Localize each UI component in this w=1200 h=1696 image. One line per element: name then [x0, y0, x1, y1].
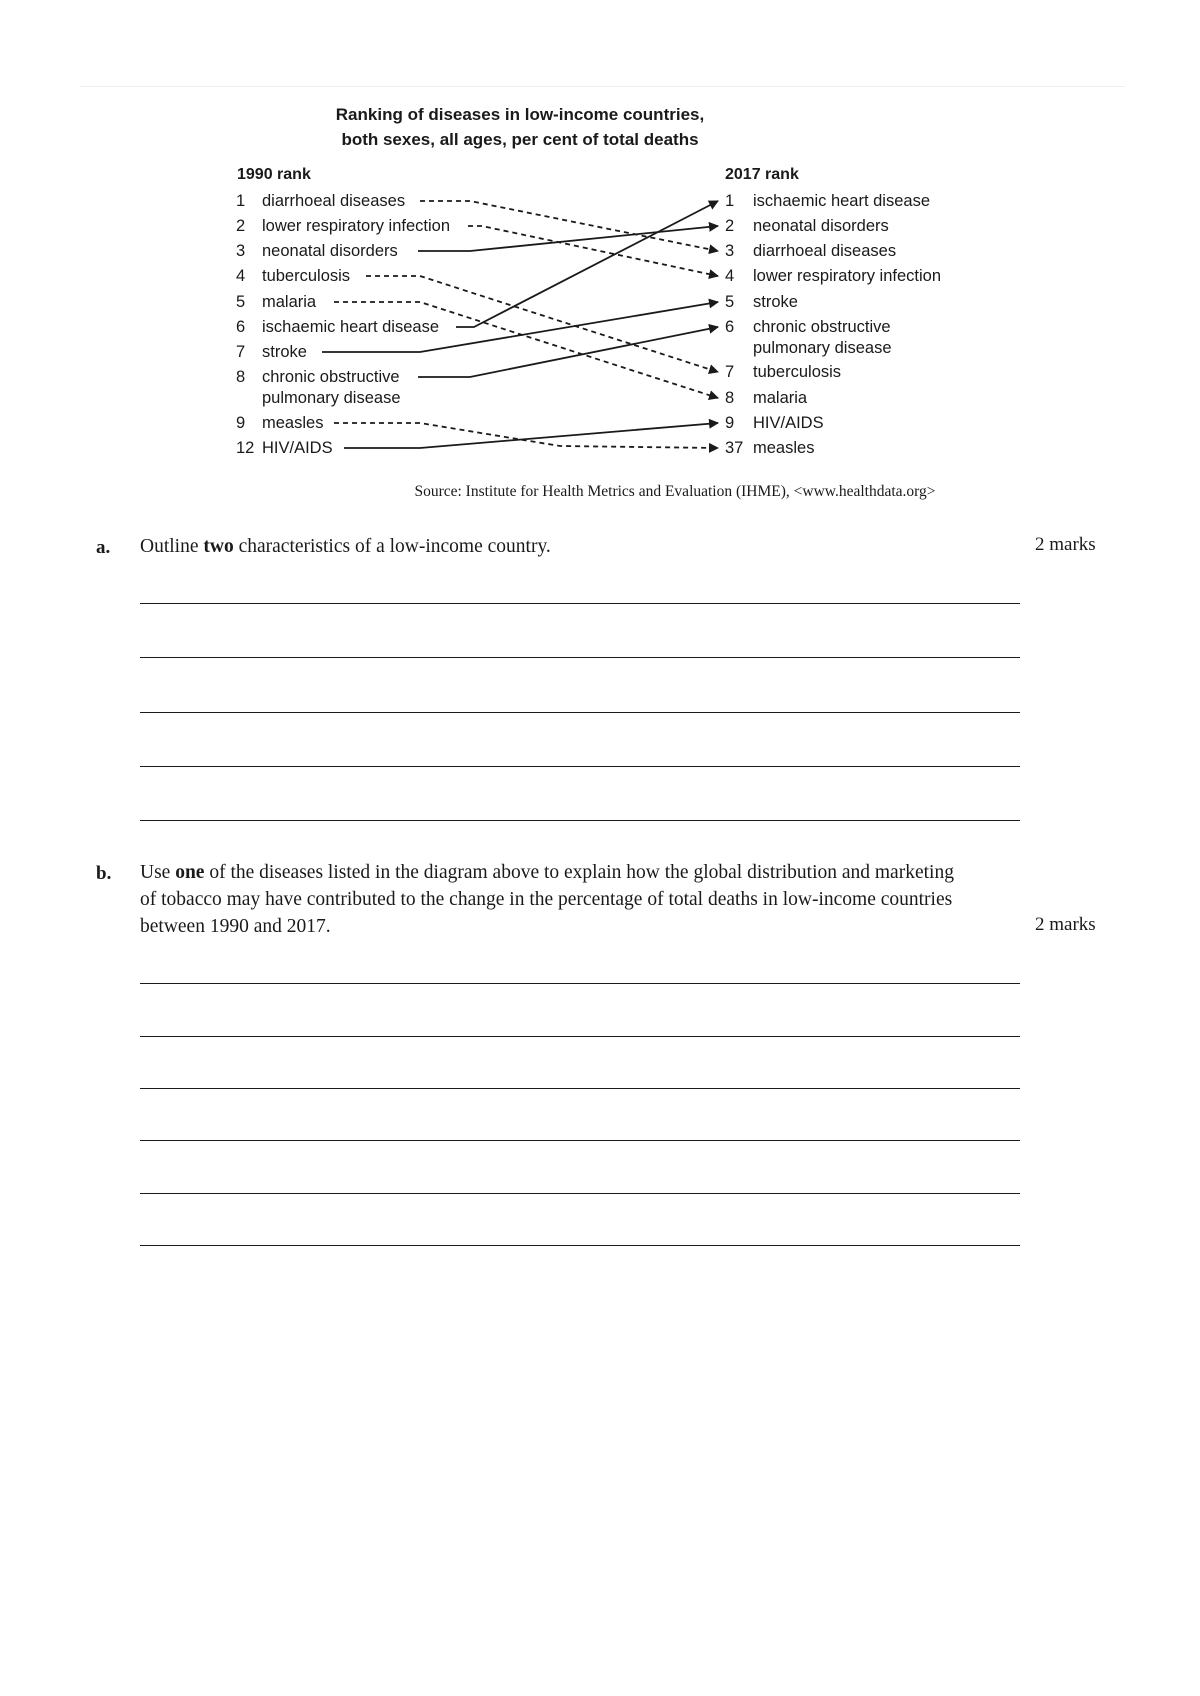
- right-rank-9: 9: [725, 414, 735, 432]
- left-name-7: stroke: [262, 343, 307, 361]
- connector-neonatal-disorders: [418, 226, 718, 251]
- left-name-8-line-2: pulmonary disease: [262, 389, 401, 407]
- answer-line-b-4[interactable]: [140, 1140, 1020, 1141]
- left-rank-5: 5: [236, 293, 246, 311]
- connector-diarrhoeal-diseases: [420, 201, 718, 251]
- left-name-3: neonatal disorders: [262, 242, 398, 260]
- diagram-source: Source: Institute for Health Metrics and Evaluation (IHME), <www.healthdata.org>: [414, 483, 936, 500]
- question-b-marks: 2 marks: [1035, 914, 1096, 935]
- left-rank-4: 4: [236, 267, 246, 285]
- question-b-text-end: of the diseases listed in the diagram above to explain how the global distribution and marketing of tobacco may have contributed to the change in the percentage of total deaths in low-income countries between 1990 and 2017.: [140, 862, 954, 937]
- question-b-label: b.: [96, 863, 112, 884]
- connector-measles: [334, 423, 718, 448]
- left-name-6: ischaemic heart disease: [262, 318, 440, 336]
- right-rank-4: 4: [725, 267, 735, 285]
- diagram-title-line-2: both sexes, all ages, per cent of total deaths: [341, 130, 699, 149]
- right-rank-2: 2: [725, 217, 735, 235]
- answer-line-b-3[interactable]: [140, 1088, 1020, 1089]
- left-name-8: chronic obstructive: [262, 368, 400, 386]
- right-name-4: lower respiratory infection: [753, 267, 941, 285]
- left-rank-12: 12: [236, 439, 255, 457]
- question-b-text: [140, 859, 970, 940]
- left-name-4: tuberculosis: [262, 267, 351, 285]
- answer-line-b-2[interactable]: [140, 1036, 1020, 1037]
- left-name-1: diarrhoeal diseases: [262, 192, 406, 210]
- answer-line-a-2[interactable]: [140, 657, 1020, 658]
- left-rank-8: 8: [236, 368, 246, 386]
- question-a-marks: 2 marks: [1035, 534, 1096, 555]
- right-rank-heading: 2017 rank: [725, 166, 799, 183]
- left-rank-7: 7: [236, 343, 246, 361]
- right-rank-5: 5: [725, 293, 735, 311]
- left-name-12: HIV/AIDS: [262, 439, 333, 457]
- right-rank-3: 3: [725, 242, 735, 260]
- right-name-6: chronic obstructive: [753, 318, 891, 336]
- right-name-2: neonatal disorders: [753, 217, 889, 235]
- right-rank-1: 1: [725, 192, 735, 210]
- answer-line-a-1[interactable]: [140, 603, 1020, 604]
- question-b-text-start: Use: [140, 862, 176, 883]
- disease-ranking-diagram: [0, 0, 1200, 480]
- answer-line-b-5[interactable]: [140, 1193, 1020, 1194]
- question-a-text-start: Outline: [140, 536, 204, 557]
- left-rank-1: 1: [236, 192, 246, 210]
- connector-hiv-aids: [344, 423, 718, 448]
- right-name-9: HIV/AIDS: [753, 414, 824, 432]
- question-a-label: a.: [96, 537, 111, 558]
- right-rank-6: 6: [725, 318, 735, 336]
- right-name-37: measles: [753, 439, 815, 457]
- right-name-8: malaria: [753, 389, 808, 407]
- answer-line-a-5[interactable]: [140, 820, 1020, 821]
- right-rank-8: 8: [725, 389, 735, 407]
- question-b-text-emphasis: one: [175, 862, 205, 883]
- answer-line-a-4[interactable]: [140, 766, 1020, 767]
- left-name-5: malaria: [262, 293, 317, 311]
- right-name-7: tuberculosis: [753, 363, 842, 381]
- question-a-text: [140, 533, 970, 560]
- left-rank-6: 6: [236, 318, 246, 336]
- left-name-9: measles: [262, 414, 324, 432]
- connector-lower-respiratory-infection: [468, 226, 718, 276]
- right-name-3: diarrhoeal diseases: [753, 242, 897, 260]
- right-name-6-line-2: pulmonary disease: [753, 339, 892, 357]
- left-rank-9: 9: [236, 414, 246, 432]
- right-rank-7: 7: [725, 363, 735, 381]
- left-name-2: lower respiratory infection: [262, 217, 450, 235]
- left-rank-3: 3: [236, 242, 246, 260]
- question-a-text-end: characteristics of a low-income country.: [233, 536, 551, 557]
- answer-line-a-3[interactable]: [140, 712, 1020, 713]
- answer-line-b-1[interactable]: [140, 983, 1020, 984]
- right-name-1: ischaemic heart disease: [753, 192, 931, 210]
- right-rank-37: 37: [725, 439, 744, 457]
- answer-line-b-6[interactable]: [140, 1245, 1020, 1246]
- question-a-text-emphasis: two: [203, 536, 234, 557]
- diagram-title-line-1: Ranking of diseases in low-income countries,: [335, 105, 705, 124]
- connector-chronic-obstructive-pulmonary-disease: [418, 327, 718, 377]
- left-rank-heading: 1990 rank: [237, 166, 311, 183]
- right-name-5: stroke: [753, 293, 798, 311]
- left-rank-2: 2: [236, 217, 246, 235]
